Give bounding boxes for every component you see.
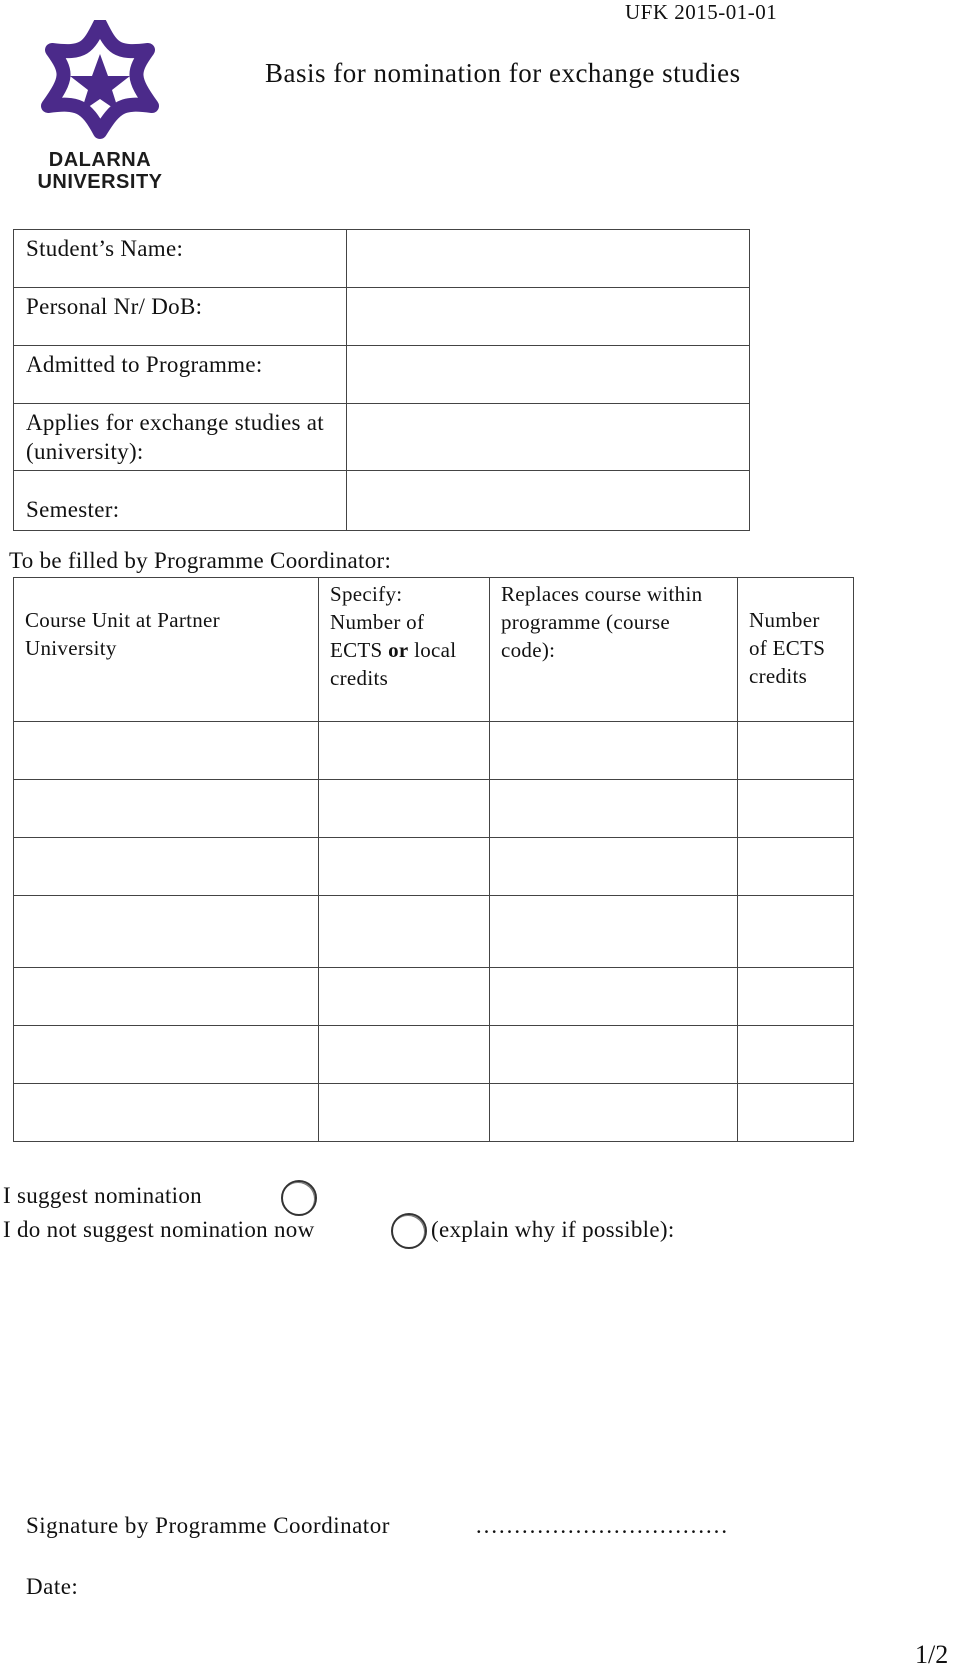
suggest-nomination-label: I suggest nomination xyxy=(3,1183,202,1208)
replaces-course-cell[interactable] xyxy=(490,838,738,896)
semester-field[interactable] xyxy=(347,471,750,531)
replaces-course-cell[interactable] xyxy=(490,1084,738,1142)
replaces-course-cell[interactable] xyxy=(490,722,738,780)
ects-credits-cell[interactable] xyxy=(738,968,854,1026)
personal-nr-field[interactable] xyxy=(347,288,750,346)
col-header-credits-type-emphasis: or xyxy=(388,638,409,662)
credits-cell[interactable] xyxy=(319,1026,490,1084)
replaces-course-cell[interactable] xyxy=(490,896,738,968)
course-unit-cell[interactable] xyxy=(14,896,319,968)
dalarna-university-logo xyxy=(20,20,180,200)
admitted-programme-label: Admitted to Programme: xyxy=(14,346,347,404)
logo-text-line2: UNIVERSITY xyxy=(37,171,163,193)
col-header-credits-type xyxy=(319,578,490,722)
explain-why-label: (explain why if possible): xyxy=(431,1217,675,1242)
student-name-field[interactable] xyxy=(347,230,750,288)
ects-credits-cell[interactable] xyxy=(738,838,854,896)
course-table xyxy=(13,577,854,1142)
not-suggest-nomination-radio[interactable] xyxy=(391,1213,427,1249)
ects-credits-cell[interactable] xyxy=(738,722,854,780)
ects-credits-cell[interactable] xyxy=(738,896,854,968)
course-unit-cell[interactable] xyxy=(14,838,319,896)
personal-nr-label: Personal Nr/ DoB: xyxy=(14,288,347,346)
signature-label: Signature by Programme Coordinator xyxy=(26,1513,390,1538)
replaces-course-cell[interactable] xyxy=(490,1026,738,1084)
course-unit-cell[interactable] xyxy=(14,968,319,1026)
col-header-credits-type-text: Specify: Number of ECTS xyxy=(330,582,425,662)
course-table-header xyxy=(14,578,854,722)
coordinator-heading: To be filled by Programme Coordinator: xyxy=(9,548,392,573)
date-label: Date: xyxy=(26,1574,79,1599)
col-header-ects-credits: Number of ECTS credits xyxy=(738,578,854,722)
admitted-programme-field[interactable] xyxy=(347,346,750,404)
signature-line[interactable]: …………………………… xyxy=(475,1513,728,1538)
suggest-nomination-radio[interactable] xyxy=(281,1180,317,1216)
col-header-credits-type-text-end: local credits xyxy=(330,638,457,690)
table-row xyxy=(14,1084,854,1142)
table-row xyxy=(14,968,854,1026)
ects-credits-cell[interactable] xyxy=(738,1084,854,1142)
not-suggest-nomination-label: I do not suggest nomination now xyxy=(3,1217,315,1242)
document-code: UFK 2015-01-01 xyxy=(625,0,778,24)
course-unit-cell[interactable] xyxy=(14,1026,319,1084)
exchange-university-label: Applies for exchange studies at (university): xyxy=(14,404,347,471)
table-row xyxy=(14,1026,854,1084)
page-title: Basis for nomination for exchange studies xyxy=(265,58,741,88)
ects-credits-cell[interactable] xyxy=(738,780,854,838)
credits-cell[interactable] xyxy=(319,968,490,1026)
credits-cell[interactable] xyxy=(319,896,490,968)
table-row xyxy=(14,838,854,896)
ects-credits-cell[interactable] xyxy=(738,1026,854,1084)
credits-cell[interactable] xyxy=(319,780,490,838)
student-details-table xyxy=(13,229,750,531)
replaces-course-cell[interactable] xyxy=(490,968,738,1026)
col-header-replaces-course: Replaces course within programme (course code): xyxy=(490,578,738,722)
semester-label: Semester: xyxy=(14,471,347,531)
table-row xyxy=(14,780,854,838)
col-header-course-unit: Course Unit at Partner University xyxy=(14,578,319,722)
credits-cell[interactable] xyxy=(319,838,490,896)
course-unit-cell[interactable] xyxy=(14,780,319,838)
credits-cell[interactable] xyxy=(319,1084,490,1142)
exchange-university-field[interactable] xyxy=(347,404,750,471)
logo-text-line1: DALARNA xyxy=(48,149,152,171)
page-number: 1/2 xyxy=(915,1640,949,1669)
table-row xyxy=(14,896,854,968)
credits-cell[interactable] xyxy=(319,722,490,780)
student-name-label: Student’s Name: xyxy=(14,230,347,288)
table-row xyxy=(14,722,854,780)
course-unit-cell[interactable] xyxy=(14,1084,319,1142)
course-unit-cell[interactable] xyxy=(14,722,319,780)
star-logo-icon xyxy=(20,20,180,140)
replaces-course-cell[interactable] xyxy=(490,780,738,838)
